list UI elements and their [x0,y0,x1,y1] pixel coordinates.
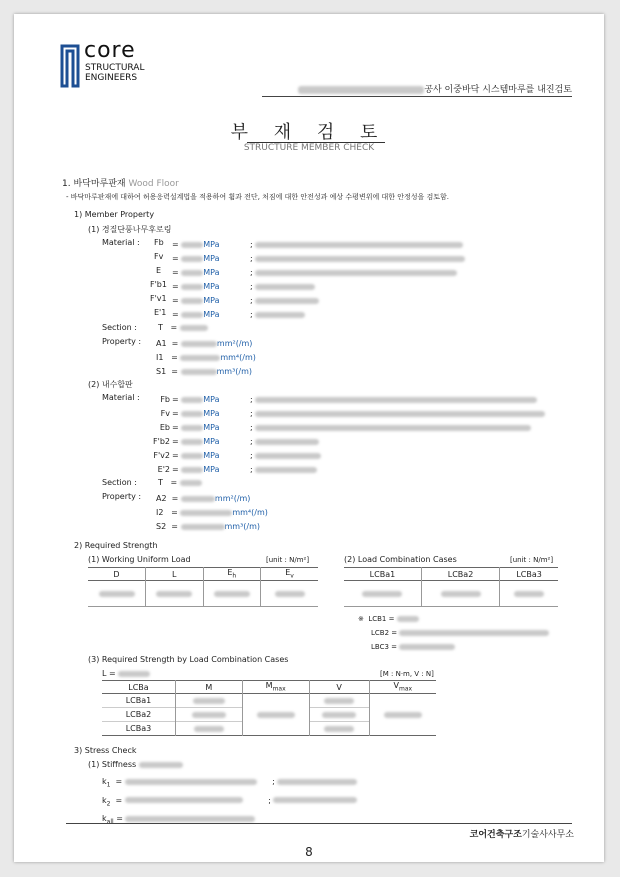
unit: mm³(/m) [224,522,261,531]
mat1-name: Fv [154,252,164,261]
mat2-name: F'b2 [153,437,170,446]
header-title [298,82,572,95]
unit: mm⁴(/m) [232,508,268,517]
logo-line1: STRUCTURAL [85,63,145,73]
section-heading-en: Wood Floor [128,179,179,189]
mat1-name: E'1 [154,308,167,317]
rs-row-label: LCBa3 [102,722,175,736]
redacted-project-name [298,86,424,94]
rs-L [102,669,150,678]
unit: MPa [203,240,220,249]
mat2-name: E'2 [157,465,170,474]
company-name-rest: 기술사사무소 [521,830,574,840]
unit: MPa [203,465,220,474]
mat1-name: E [156,266,162,275]
mat1-row [156,266,161,275]
required-strength-heading: 2) Required Strength [74,541,158,550]
footer-rule [66,823,572,824]
section-label: Section : [102,323,137,332]
mat2-name: Fv [160,409,170,418]
unit: MPa [203,310,220,319]
header-title-text: 공사 이중바닥 시스템마루를 내진검토 [424,85,572,95]
logo-core-text: core [84,38,136,63]
unit: mm²(/m) [214,494,251,503]
mat2-notes: ; ; ; ; ; ; [250,393,545,477]
property-label: Property : [102,337,142,346]
unit: MPa [203,254,220,263]
lcc-title: (2) Load Combination Cases [344,555,457,564]
section-label: Section : [102,478,137,487]
prop1-values: A1 = mm²(/m) I1 = mm⁴(/m) S1 = mm³(/m) [156,339,256,376]
k-values: $k_1$ = ; $k_2$ = ; $k_{all}$ = [102,774,357,830]
rs-row-label: LCBa2 [102,708,175,722]
prop-name: S2 [156,522,167,531]
logo-line2: ENGINEERS [85,73,138,83]
prop-name: A1 [156,339,167,348]
material-label: Material : [102,238,140,247]
material2-heading: (2) 내수합판 [88,380,133,389]
lcc-unit: [unit : N/m²] [510,556,554,564]
stiffness-heading [88,760,183,769]
wul-table [88,567,318,607]
mat1-row [150,280,167,289]
lcc-header: LCBa3 [516,569,542,579]
mat2-names [150,393,170,477]
mat1-row [154,238,164,247]
wul-header: D [88,568,146,581]
unit: mm⁴(/m) [220,353,256,362]
rs-title: (3) Required Strength by Load Combination Cases [88,655,289,664]
company-logo [58,38,168,92]
wul-header: $E_h$ [203,568,261,581]
material1-heading: (1) 경질단풍나무후로링 [88,225,172,234]
unit: mm²(/m) [216,339,253,348]
unit: MPa [203,268,220,277]
mat2-name: F'v2 [153,451,170,460]
footer-company [470,827,574,840]
rs-table [102,680,436,736]
mat2-name: Eb [159,423,170,432]
lcb-label: LCB2 = [371,629,398,637]
note-mark: ※ [358,615,364,623]
property-label: Property : [102,492,142,501]
section-description: - 바닥마루판재에 대하여 허용응력설계법을 적용하여 휨과 전단, 처짐에 대한 안전성과 예상 수평변위에 대한 안정성을 검토함. [66,193,449,201]
stress-check-heading: 3) Stress Check [74,746,137,755]
rs-header: $M_{max}$ [242,681,309,694]
material-label: Material : [102,393,140,402]
wul-unit: [unit : N/m²] [266,556,310,564]
rs-L-label: L = [102,669,116,678]
mat1-name: F'v1 [150,294,167,303]
document-page [14,14,604,862]
page-title: 부 재 검 토 [230,122,388,143]
lcc-table [344,567,558,607]
section-heading-text: 1. 바닥마루판재 [62,179,126,189]
company-name-bold: 코어건축구조 [469,830,522,840]
rs-header: V [309,681,369,694]
page-subtitle: STRUCTURE MEMBER CHECK [243,143,375,153]
mat1-row [154,308,166,317]
unit: mm³(/m) [216,367,253,376]
rs-header: $V_{max}$ [393,681,413,693]
unit: MPa [203,409,220,418]
prop-name: I2 [156,508,164,517]
mat1-name: F'b1 [150,280,167,289]
unit: MPa [203,451,220,460]
prop2-values: A2 = mm²(/m) I2 = mm⁴(/m) S2 = mm³(/m) [156,494,268,531]
sec1-T: T = [158,323,208,332]
unit: MPa [203,437,220,446]
wul-header: $E_v$ [285,568,294,580]
rs-unit: [M : N·m, V : N] [380,670,434,678]
rs-header: M [175,681,242,694]
lcc-header: LCBa1 [344,568,421,581]
header-rule [262,96,572,97]
mat1-values: = MPa = MPa = MPa = MPa = MPa = MPa [172,240,220,319]
wul-header: L [146,568,204,581]
t-label: T [158,323,163,332]
lcc-header: LCBa2 [421,568,499,581]
mat1-row [154,252,163,261]
mat1-name: Fb [154,238,164,247]
rs-header: LCBa [102,681,175,694]
mat1-row [150,294,167,303]
stiffness-text: (1) Stiffness [88,760,137,769]
unit: MPa [203,282,220,291]
lcb-label: LCB1 = [368,615,395,623]
mat1-notes: ; ; ; ; ; ; [250,238,465,322]
sec2-T: T = [158,478,202,487]
prop-name: I1 [156,353,164,362]
lcb-label: LBC3 = [371,643,398,651]
section-heading [62,176,179,189]
unit: MPa [203,395,220,404]
mat2-values: = MPa = MPa = MPa = MPa = MPa = MPa [172,395,220,474]
lcb-list [358,612,549,654]
unit: MPa [203,423,220,432]
rs-row-label: LCBa1 [102,694,175,708]
wul-title: (1) Working Uniform Load [88,555,191,564]
member-property-heading: 1) Member Property [74,210,155,219]
prop-name: A2 [156,494,167,503]
t-label: T [158,478,163,487]
mat2-name: Fb [160,395,170,404]
prop-name: S1 [156,367,167,376]
page-number: 8 [305,845,313,859]
logo-bracket-icon [58,44,82,88]
unit: MPa [203,296,220,305]
